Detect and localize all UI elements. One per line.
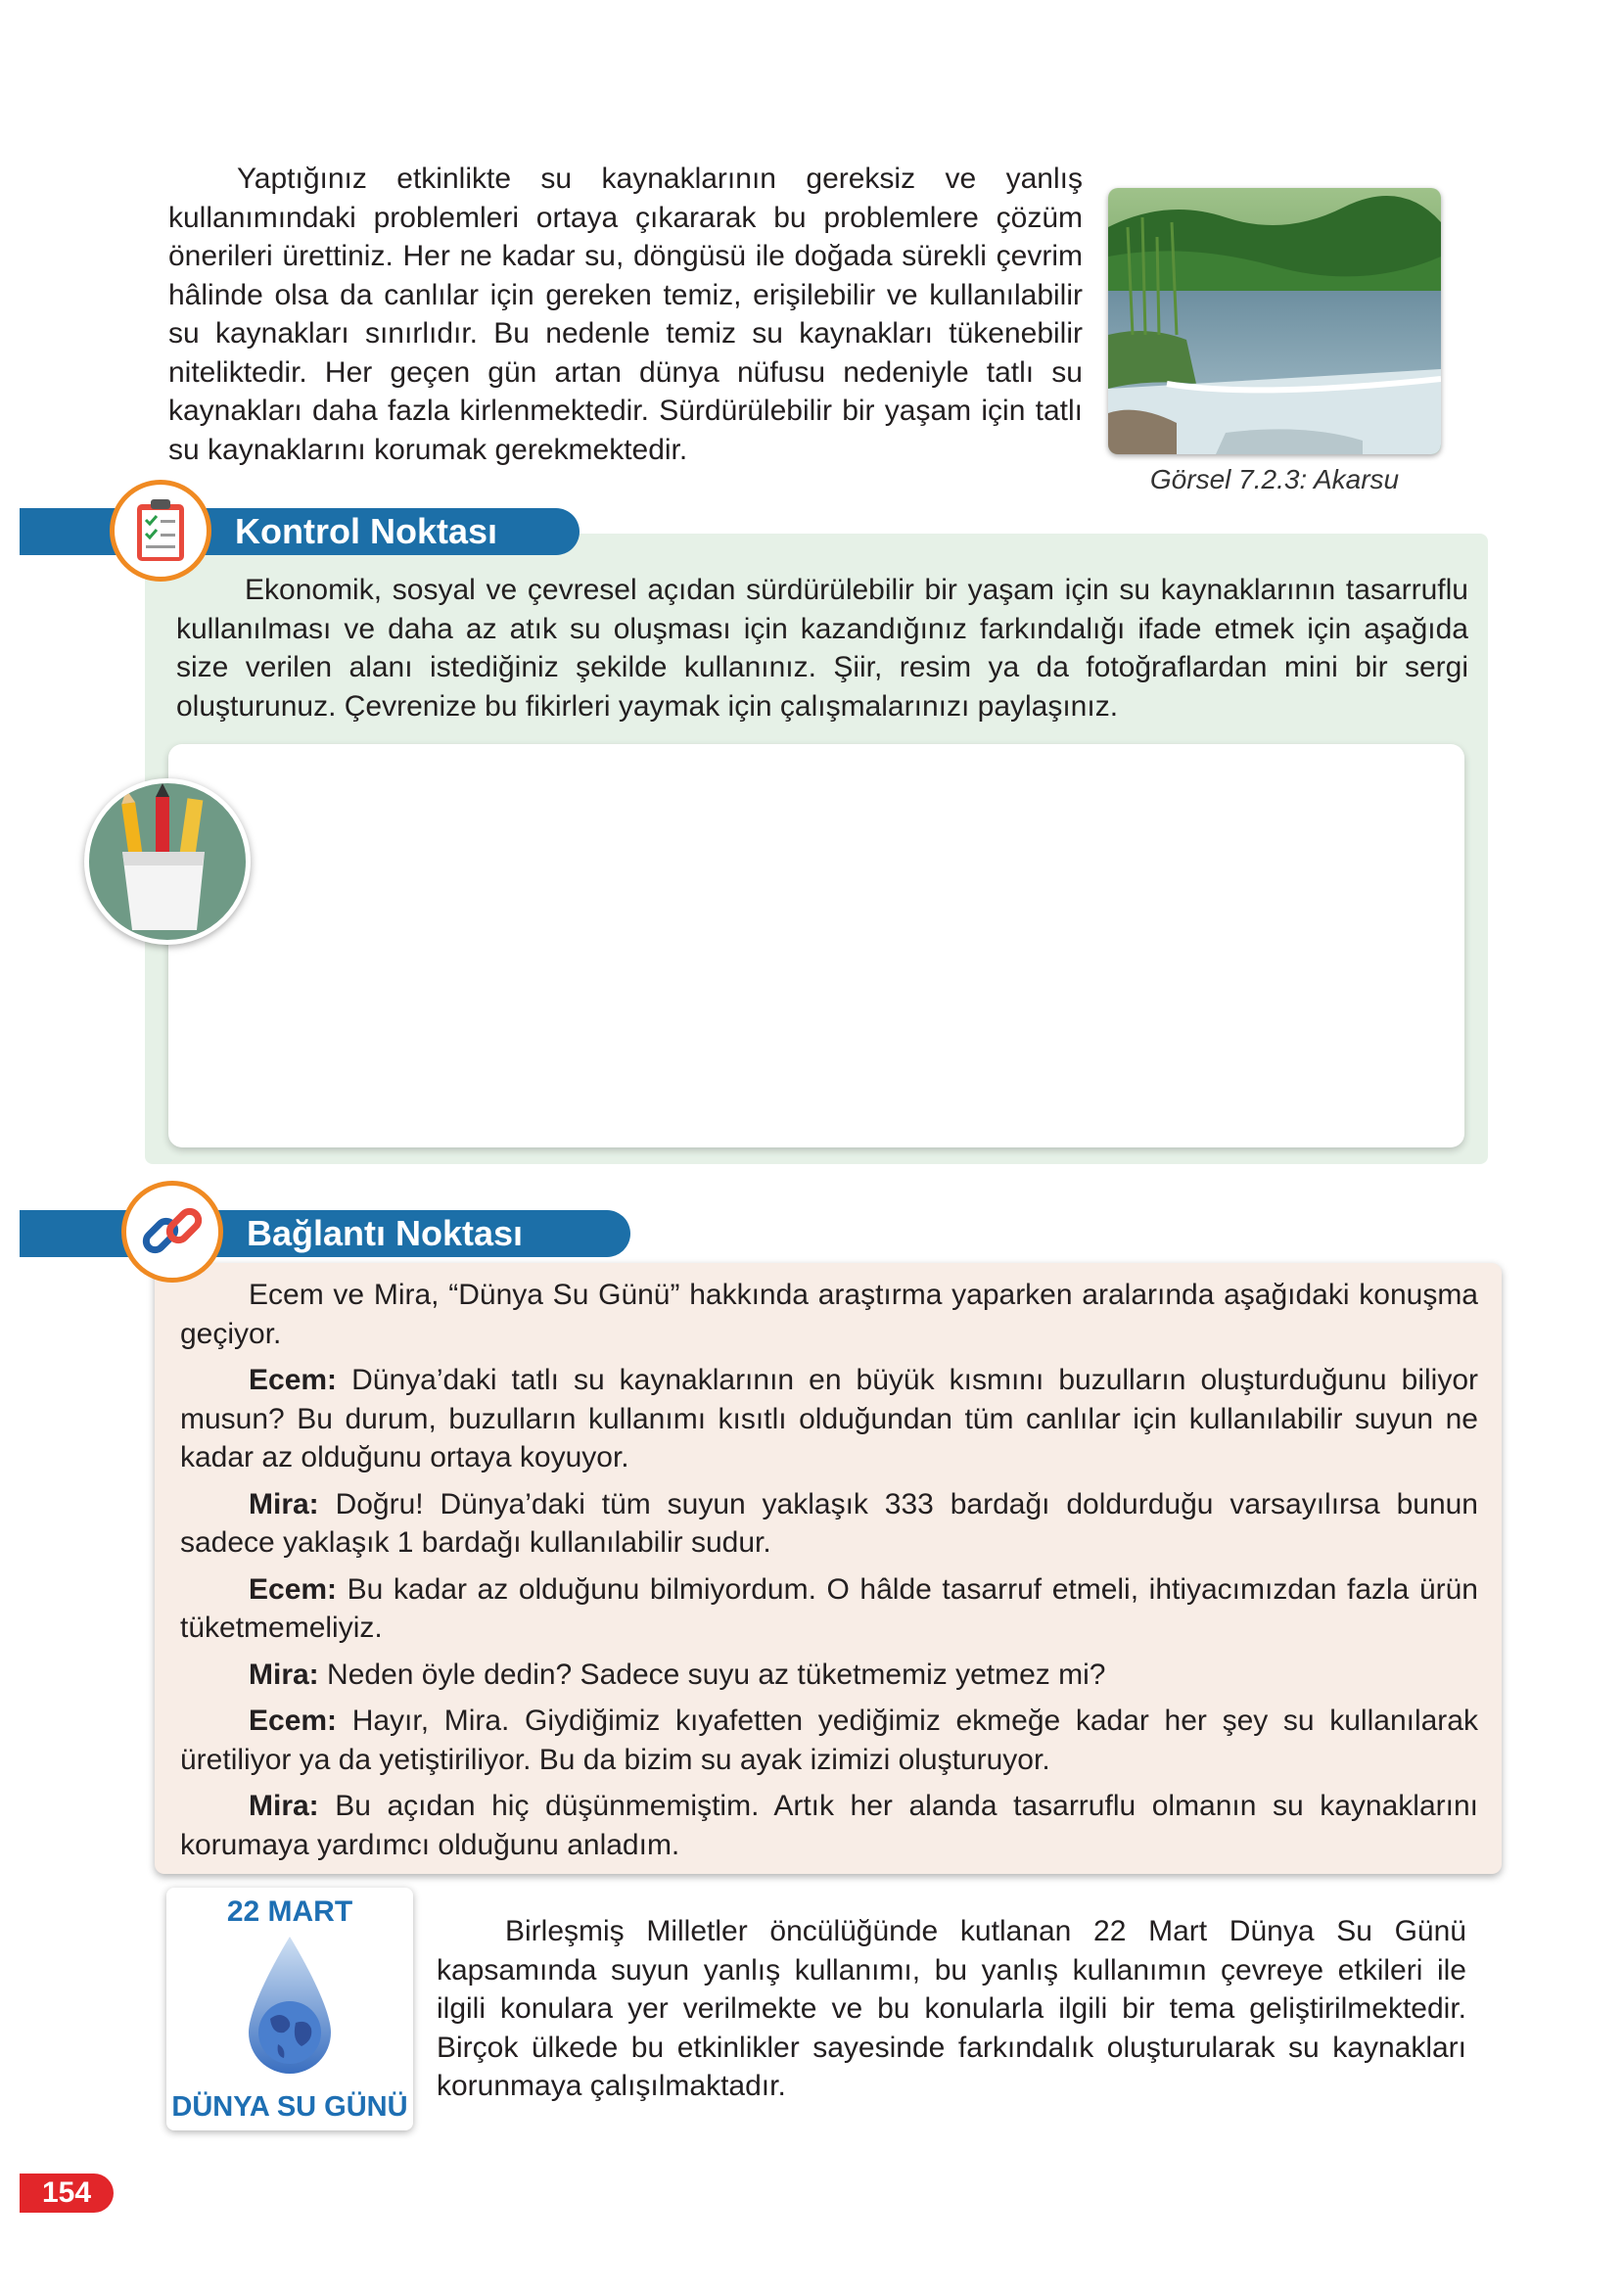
clipboard-icon [131,496,190,565]
kontrol-paragraph: Ekonomik, sosyal ve çevresel açıdan sürdürülebilir bir yaşam için su kaynaklarının tasarruflu kullanılması ve daha az atık su oluşması için kazandığınız farkındalığı ifade etmek için aşağıda size verilen alanı istediğiniz şekilde kullanınız. Şiir, resim ya da fotoğraflardan mini bir sergi oluşturunuz. Çevrenize bu fikirleri yaymak için çalışmalarınızı paylaşınız. [176,574,1468,723]
speaker-name: Ecem: [249,1364,338,1396]
river-photo [1108,188,1441,454]
dialogue-line [180,1361,1478,1477]
water-drop-globe-icon [241,1935,339,2081]
kontrol-header-bar [157,508,580,555]
dialogue-text: Dünya’daki tatlı su kaynaklarının en büyük kısmını buzulların oluşturduğunu biliyor musun? Bu durum, buzulların kullanımı kısıtlı olduğundan tüm canlılar için kullanılabilir suyun ne kadar az olduğunu ortaya koyuyor. [180,1364,1478,1473]
dialogue-line [180,1702,1478,1779]
speaker-name: Mira: [249,1790,319,1822]
dialogue-line [180,1656,1478,1695]
dialogue-text: Doğru! Dünya’daki tüm suyun yaklaşık 333 bardağı doldurduğu varsayılırsa bunun sadece yaklaşık 1 bardağı kullanılabilir sudur. [180,1487,1478,1559]
pencil-cup-badge [84,778,251,945]
world-water-day-text [437,1912,1466,2106]
answer-area[interactable] [168,744,1464,1147]
speaker-name: Ecem: [249,1572,338,1606]
dialogue-line [180,1787,1478,1864]
world-water-day-card [166,1888,413,2130]
speaker-name: Ecem: [249,1705,338,1737]
world-water-day-paragraph: Birleşmiş Milletler öncülüğünde kutlanan 22 Mart Dünya Su Günü kapsamında suyun yanlış kullanımı, bu yanlış kullanımın çevreye etkileri ile ilgili konulara yer verilmekte ve bu konularla ilgili bir tema geliştirilmektedir. Birçok ülkede bu etkinlikler sayesinde farkındalık oluşturularak su kaynakları korunmaya çalışılmaktadır. [437,1915,1466,2102]
intro-paragraph: Yaptığınız etkinlikte su kaynaklarının gereksiz ve yanlış kullanımındaki problemleri ortaya çıkararak bu problemlere çözüm önerileri ürettiniz. Her ne kadar su, döngüsü ile doğada sürekli çevrim hâlinde olsa da canlılar için gereken temiz, erişilebilir ve kullanılabilir su kaynakları sınırlıdır. Bu nedenle temiz su kaynakları tükenebilir niteliktedir. Her geçen gün artan dünya nüfusu nedeniyle tatlı su kaynakları daha fazla kirlenmektedir. Sürdürülebilir bir yaşam için tatlı su kaynaklarını korumak gerekmektedir. [168,163,1083,466]
speaker-name: Mira: [249,1658,319,1691]
baglanti-title: Bağlantı Noktası [247,1213,524,1253]
clipboard-badge [110,480,211,582]
dialogue-line [180,1570,1478,1648]
chain-badge [121,1181,223,1283]
chain-link-icon [138,1197,207,1266]
baglanti-content [180,1276,1478,1872]
day-date: 22 MART [226,1895,353,1928]
image-caption: Görsel 7.2.3: Akarsu [1149,464,1400,494]
kontrol-title: Kontrol Noktası [235,511,498,551]
dialogue-text: Bu kadar az olduğunu bilmiyordum. O hâlde tasarruf etmeli, ihtiyacımızdan fazla ürün tüketmemeliyiz. [180,1572,1478,1644]
day-label: DÜNYA SU GÜNÜ [171,2091,408,2123]
dialogue-text: Bu açıdan hiç düşünmemiştim. Artık her alanda tasarruflu olmanın su kaynaklarını korumaya yardımcı olduğunu anladım. [180,1790,1478,1861]
kontrol-instructions [176,571,1468,725]
baglanti-header-bar [157,1210,630,1257]
baglanti-intro: Ecem ve Mira, “Dünya Su Günü” hakkında araştırma yaparken aralarında aşağıdaki konuşma geçiyor. [180,1279,1478,1350]
speaker-name: Mira: [249,1487,319,1520]
pencil-cup-icon [89,783,246,940]
dialogue-text: Hayır, Mira. Giydiğimiz kıyafetten yediğimiz ekmeğe kadar her şey su kullanılarak üretiliyor ya da yetiştiriliyor. Bu da bizim su ayak izimizi oluşturuyor. [180,1705,1478,1776]
dialogue-text: Neden öyle dedin? Sadece suyu az tüketmemiz yetmez mi? [327,1658,1106,1691]
river-image [1108,188,1441,454]
dialogue-line [180,1485,1478,1563]
page-number: 154 [20,2174,114,2213]
intro-section [168,160,1083,469]
